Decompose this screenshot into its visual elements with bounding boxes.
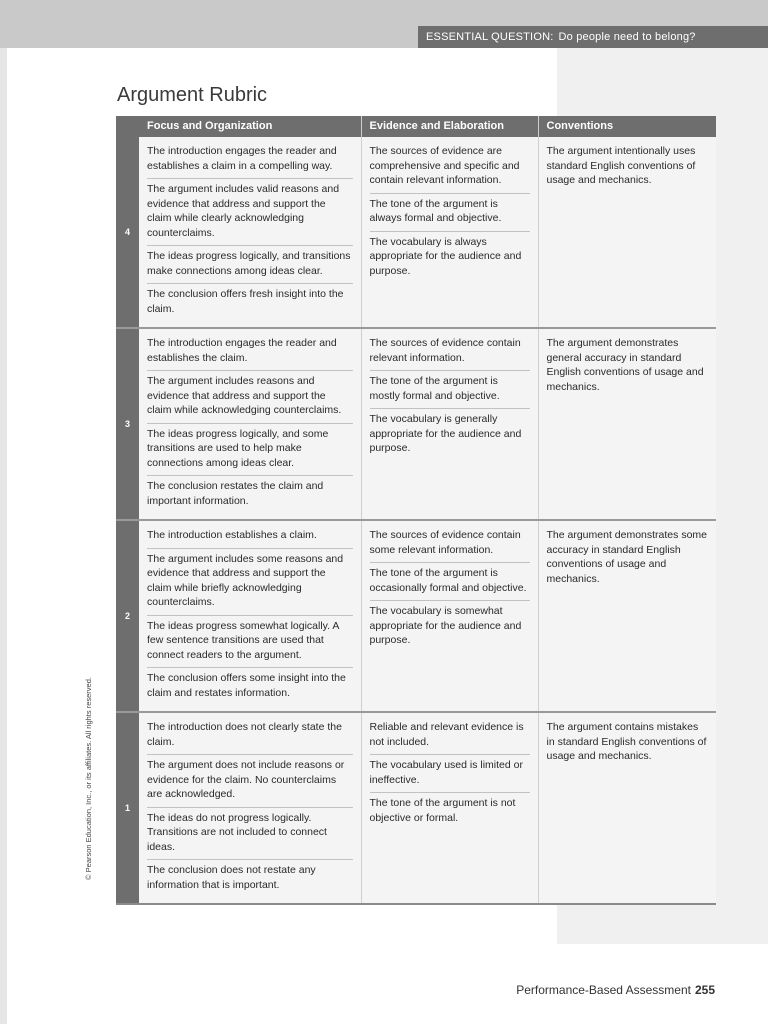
criterion-item: The argument includes reasons and evidence that address and support the claim while acknowledging counterclaims. — [147, 371, 353, 424]
conventions-cell — [538, 520, 716, 712]
evidence-cell — [361, 520, 538, 712]
focus-cell — [139, 520, 361, 712]
criterion-item: The argument includes some reasons and evidence that address and support the claim while briefly acknowledging counterclaims. — [147, 549, 353, 616]
conventions-cell — [538, 328, 716, 520]
criterion-item: The argument intentionally uses standard English conventions of usage and mechanics. — [546, 145, 696, 186]
column-header-conventions: Conventions — [538, 116, 716, 137]
rubric-table — [116, 116, 716, 905]
criterion-item: The conclusion restates the claim and important information. — [147, 480, 324, 507]
essential-question-label: ESSENTIAL QUESTION: — [426, 31, 554, 43]
criterion-item: The sources of evidence contain relevant information. — [370, 333, 530, 371]
score-label: 3 — [116, 328, 139, 520]
criterion-item: The vocabulary is always appropriate for the audience and purpose. — [369, 235, 522, 277]
criterion-item: The argument demonstrates some accuracy in standard English conventions of usage and mechanics. — [546, 529, 707, 585]
column-header-focus: Focus and Organization — [139, 116, 361, 137]
focus-cell — [139, 328, 361, 520]
criterion-item: The tone of the argument is not objective or formal. — [369, 797, 516, 824]
conventions-cell — [538, 712, 716, 904]
rubric-header-row — [116, 116, 716, 137]
copyright-notice: © Pearson Education, Inc., or its affiliates. All rights reserved. — [84, 677, 93, 880]
criterion-item: The vocabulary is generally appropriate for the audience and purpose. — [369, 413, 522, 454]
criterion-item: The introduction establishes a claim. — [147, 525, 353, 549]
criterion-item: The argument includes valid reasons and evidence that address and support the claim while clearly acknowledging counterclaims. — [147, 179, 353, 246]
rubric-row-score-4 — [116, 137, 716, 328]
criterion-item: The conclusion does not restate any information that is important. — [147, 864, 316, 891]
criterion-item: The introduction engages the reader and establishes a claim in a compelling way. — [147, 141, 353, 179]
focus-cell — [139, 137, 361, 328]
criterion-item: The argument does not include reasons or evidence for the claim. No counterclaims are acknowledged. — [147, 755, 353, 808]
criterion-item: The tone of the argument is occasionally formal and objective. — [370, 563, 530, 601]
criterion-item: The argument contains mistakes in standard English conventions of usage and mechanics. — [546, 721, 707, 762]
criterion-item: The tone of the argument is mostly formal and objective. — [370, 371, 530, 409]
score-label: 4 — [116, 137, 139, 328]
criterion-item: Reliable and relevant evidence is not included. — [370, 717, 530, 755]
criterion-item: The sources of evidence contain some relevant information. — [370, 525, 530, 563]
conventions-cell — [538, 137, 716, 328]
criterion-item: The vocabulary used is limited or ineffective. — [370, 755, 530, 793]
score-column-header — [116, 116, 139, 137]
column-header-evidence: Evidence and Elaboration — [361, 116, 538, 137]
criterion-item: The conclusion offers some insight into the claim and restates information. — [147, 672, 346, 699]
evidence-cell — [361, 328, 538, 520]
essential-question-banner — [418, 26, 768, 48]
rubric-row-score-2 — [116, 520, 716, 712]
page-title: Argument Rubric — [117, 84, 268, 106]
criterion-item: The tone of the argument is always formal and objective. — [370, 194, 530, 232]
page-number: 255 — [694, 983, 715, 997]
focus-cell — [139, 712, 361, 904]
criterion-item: The introduction engages the reader and establishes the claim. — [147, 333, 353, 371]
criterion-item: The ideas progress somewhat logically. A few sentence transitions are used that connect readers to the argument. — [147, 616, 353, 669]
footer-label: Performance-Based Assessment — [516, 983, 691, 997]
criterion-item: The ideas progress logically, and transitions make connections among ideas clear. — [147, 246, 353, 284]
evidence-cell — [361, 712, 538, 904]
score-label: 1 — [116, 712, 139, 904]
criterion-item: The introduction does not clearly state the claim. — [147, 717, 353, 755]
page-edge — [0, 48, 7, 1024]
criterion-item: The ideas do not progress logically. Transitions are not included to connect ideas. — [147, 808, 353, 861]
evidence-cell — [361, 137, 538, 328]
criterion-item: The sources of evidence are comprehensive and specific and contain relevant information. — [370, 141, 530, 194]
essential-question-text: Do people need to belong? — [558, 31, 696, 43]
page-footer — [516, 983, 715, 997]
criterion-item: The conclusion offers fresh insight into the claim. — [147, 288, 344, 315]
rubric-row-score-1 — [116, 712, 716, 904]
score-label: 2 — [116, 520, 139, 712]
criterion-item: The argument demonstrates general accuracy in standard English conventions of usage and mechanics. — [546, 337, 704, 393]
criterion-item: The ideas progress logically, and some transitions are used to help make connections among ideas clear. — [147, 424, 353, 477]
rubric-row-score-3 — [116, 328, 716, 520]
criterion-item: The vocabulary is somewhat appropriate for the audience and purpose. — [369, 605, 522, 646]
